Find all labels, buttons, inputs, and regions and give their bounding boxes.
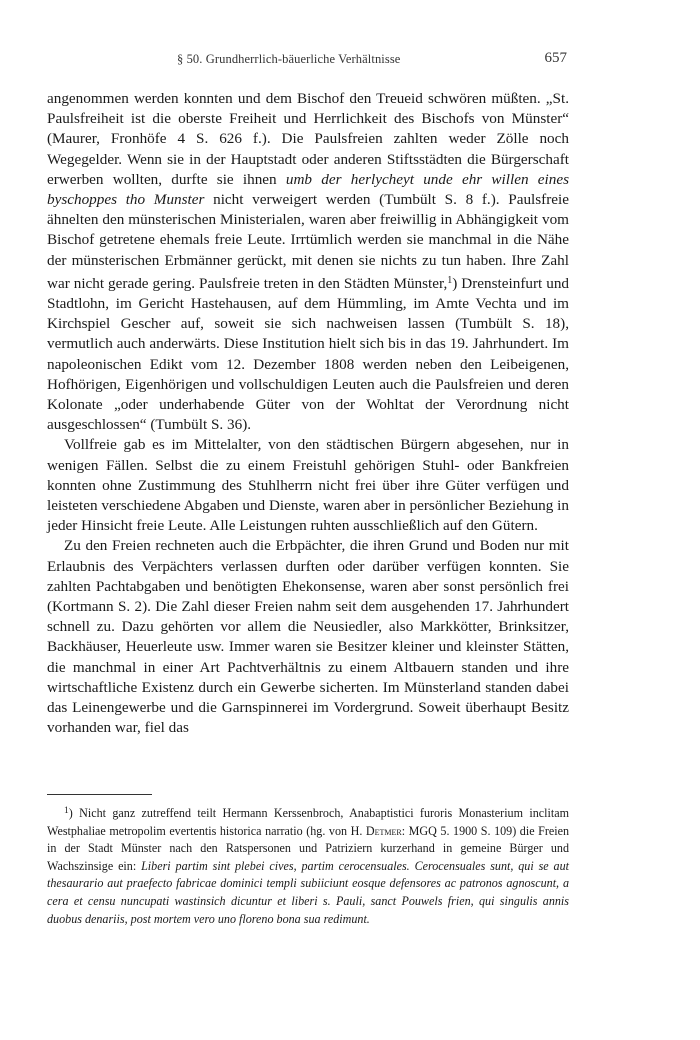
quoted-phrase: umb der herlycheyt unde ehr willen eines byschoppes tho Munster xyxy=(47,170,569,209)
paragraph-vollfreie: Vollfreie gab es im Mittelalter, von den städtischen Bürgern abgesehen, nur in wenigen Fällen. Selbst die zu einem Freistuhl gehörigen Stuhl- oder Bankfreien konnten ohne Zustimmung des Stuhlherrn nicht frei über ihre Güter verfügen und leisteten verschiedene Abgaben und Dienste, waren aber in persönlicher Beziehung in jeder Hinsicht freie Leute. Alle Leistungen ruhten ausschließlich auf den Gütern. xyxy=(47,436,569,535)
paragraph-erbpaechter: Zu den Freien rechneten auch die Erbpächter, die ihren Grund und Boden nur mit Erlaubnis des Verpächters verlassen durften oder darüber verfügen konnten. Sie zahlten Pachtabgaben und benötigten Ehekonsense, waren aber sonst persönlich frei (Kortmann S. 2). Die Zahl dieser Freien nahm seit dem ausgehenden 17. Jahrhundert schnell zu. Dazu gehörten vor allem die Neusiedler, also Markkötter, Brinksitzer, Backhäuser, Heuerleute usw. Immer waren sie Besitzer kleiner und kleinster Stätten, die manchmal in einer Art Pachtverhältnis zu einem Altbauern standen und ihre wirtschaftliche Existenz durch ein Gewerbe sicherten. Im Münsterland standen dabei das Leinengewerbe und die Garnspinnerei im Vordergrund. Soweit überhaupt Besitz vorhanden war, fiel das xyxy=(47,537,569,737)
paragraph-paulsfreie xyxy=(47,89,569,435)
footnote-reference: 1 xyxy=(447,274,453,286)
footnote-divider xyxy=(47,794,152,795)
footnote-latin-quote: Liberi partim sint plebei cives, partim cerocensuales. Cerocensuales sunt, qui se aut thesaurario aut praefecto fabricae dominici templi subiiciunt eosque defensores ac patronos agnoscunt, a cera et censu nuncupati wastinsich dicuntur et liberi s. Pauli, sanct Pouwels frien, qui singulis annis duobus denariis, post mortem vero uno floreno bona sua redimunt. xyxy=(47,858,569,926)
page-number: 657 xyxy=(544,50,567,66)
footnote-text: : MGQ 5. 1900 S. 109) die Freien in der Stadt Münster nach den Ratspersonen und Patriziern kurzerhand in gemeine Bürger und Wachszinsige ein: xyxy=(47,823,570,873)
footnote-marker: 1 xyxy=(64,806,69,816)
paragraph-text: angenommen werden konnten und dem Bischof den Treueid schwören müßten. „St. Paulsfreiheit ist die oberste Freiheit und Herrlichkeit des Bischofs von Münster“ (Maurer, Fronhöfe 4 S. 626 f.). Die Paulsfreien zahlten weder Zölle noch Wegegelder. Wenn sie in der Hauptstadt oder anderen Stiftsstädten die Bürgerschaft erwerben wollten, durfte sie ihnen xyxy=(47,90,569,188)
footnote-author: Detmer xyxy=(365,823,402,838)
footnote-1 xyxy=(47,803,569,928)
running-head xyxy=(47,50,567,72)
paragraph-text: ) Drensteinfurt und Stadtlohn, im Gericht Hastehausen, auf dem Hümmling, im Amte Vechta und im Kirchspiel Gescher auf, soweit sie sich nachweisen lassen (Tumbült S. 18), vermutlich auch anderwärts. Diese Institution hielt sich bis in das 19. Jahrhundert. Im napoleonischen Edikt vom 12. Dezember 1808 werden neben den Leibeigenen, Hofhörigen, Eigenhörigen und vollschuldigen Leuten auch die Paulsfreien und deren Kolonate „oder underhabende Güter von der Wohltat der Verordnung nicht ausgeschlossen“ (Tumbült S. 36). xyxy=(47,274,570,434)
paragraph-text: nicht verweigert werden (Tumbült S. 8 f.). Paulsfreie ähnelten den münsterischen Ministerialen, waren aber freiwillig in Abhängigkeit vom Bischof getretene ehemals freie Leute. Irrtümlich werden sie manchmal in die Nähe der münsterischen Erbmänner gerückt, mit denen sie nichts zu tun haben. Ihre Zahl war nicht gerade gering. Paulsfreie treten in den Städten Münster, xyxy=(47,191,569,292)
footnote xyxy=(47,803,569,928)
footnote-text: ) Nicht ganz zutreffend teilt Hermann Kerssenbroch, Anabaptistici furoris Monasterium inclitam Westphaliae metropolim evertentis historica narratio (hg. von H. xyxy=(47,806,569,838)
running-title: § 50. Grundherrlich-bäuerliche Verhältnisse xyxy=(177,52,401,66)
body-text xyxy=(47,89,569,739)
